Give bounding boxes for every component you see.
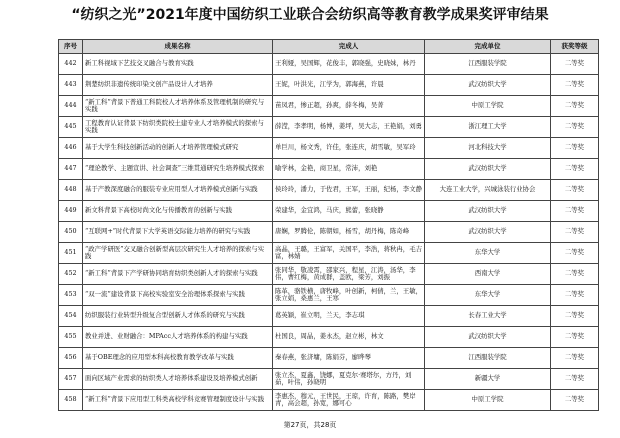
cell-unit: 中原工学院 [425, 390, 551, 411]
column-header-people: 完成人 [273, 40, 425, 54]
cell-people: 王利娅，吴国辉，花俊丰，郭晓强，史晓妹，林丹 [273, 54, 425, 75]
cell-title: “政产学研医”交叉融合创新型高层次研究生人才培养的探索与实践 [83, 243, 273, 264]
cell-unit: 武汉纺织大学 [425, 201, 551, 222]
table-row [59, 96, 599, 117]
cell-number: 455 [59, 327, 83, 348]
cell-unit: 河北科技大学 [425, 138, 551, 159]
table-body [59, 54, 599, 411]
table-row [59, 201, 599, 222]
table-row [59, 306, 599, 327]
cell-award: 二等奖 [551, 243, 599, 264]
cell-people: 苗凤君，惨正超，孙爽，薛冬梅，吴菁 [273, 96, 425, 117]
cell-award: 二等奖 [551, 159, 599, 180]
table-row [59, 117, 599, 138]
cell-award: 二等奖 [551, 348, 599, 369]
cell-title: 新工科视域下艺技交叉融合与教育实践 [83, 54, 273, 75]
cell-people: 唐娴，罗腾伦，陈朝如，杨雪，胡丹梅，陈奇峰 [273, 222, 425, 243]
cell-number: 449 [59, 201, 83, 222]
cell-title: “双一流”建设背景下高校实验室安全治理体系探索与实践 [83, 285, 273, 306]
table-row [59, 285, 599, 306]
cell-title: “新工科”背景下产学研协同培育纺织类创新人才的探索与实践 [83, 264, 273, 285]
cell-unit: 浙江理工大学 [425, 117, 551, 138]
table-row [59, 180, 599, 201]
cell-number: 454 [59, 306, 83, 327]
cell-award: 二等奖 [551, 285, 599, 306]
cell-title: “新工科”背景下普通工科院校人才培养体系及管理机制的研究与实践 [83, 96, 273, 117]
cell-number: 443 [59, 75, 83, 96]
cell-award: 二等奖 [551, 117, 599, 138]
cell-award: 二等奖 [551, 96, 599, 117]
cell-number: 451 [59, 243, 83, 264]
cell-people: 薛滢，李孝明，杨博，姜坪，吴大志，王艳娟，刘勇 [273, 117, 425, 138]
cell-award: 二等奖 [551, 75, 599, 96]
table-row [59, 327, 599, 348]
cell-people: 单巨川，杨文秀，许佳，张连庆，胡雪敏，吴军玲 [273, 138, 425, 159]
cell-title: 基于产教深度融合的服装专业应用型人才培养模式创新与实践 [83, 180, 273, 201]
table-row [59, 159, 599, 180]
cell-number: 442 [59, 54, 83, 75]
cell-people: 高晶，王璐，王富军，关国平，李浩，蒋秋冉，毛吉富，林婧 [273, 243, 425, 264]
cell-award: 二等奖 [551, 369, 599, 390]
cell-title: “理论教学、主题宣讲、社会调查”三维贯通研究生培养模式探索 [83, 159, 273, 180]
cell-award: 二等奖 [551, 180, 599, 201]
table-header-row [59, 40, 599, 54]
cell-unit: 武汉纺织大学 [425, 159, 551, 180]
table-row [59, 138, 599, 159]
cell-title: “互联网+”时代背景下大学英语交际能力培养的研究与实践 [83, 222, 273, 243]
cell-people: 陈革，骆铁横，唐牧峰，叶创新，柯倩，兰，王敏，张立娟，桑惠兰，王寒 [273, 285, 425, 306]
cell-number: 444 [59, 96, 83, 117]
cell-number: 457 [59, 369, 83, 390]
cell-unit: 西南大学 [425, 264, 551, 285]
cell-people: 葛英颖，崔立明，兰天，李志琪 [273, 306, 425, 327]
cell-people: 王妮，叶洪光，江学为，郭海燕，许晨 [273, 75, 425, 96]
cell-number: 445 [59, 117, 83, 138]
cell-unit: 江西服装学院 [425, 348, 551, 369]
results-table [58, 39, 599, 411]
table-row [59, 54, 599, 75]
cell-number: 446 [59, 138, 83, 159]
cell-number: 450 [59, 222, 83, 243]
column-header-award: 获奖等级 [551, 40, 599, 54]
cell-award: 二等奖 [551, 390, 599, 411]
cell-unit: 新疆大学 [425, 369, 551, 390]
column-header-no: 序号 [59, 40, 83, 54]
cell-people: 张立杰，夏鑫，饶娜，夏克尔·赛塔尔，方丹，刘茹，叶伟，孙晓明 [273, 369, 425, 390]
table-row [59, 75, 599, 96]
cell-people: 喻学林，金艳，商卫星，常沛，刘艳 [273, 159, 425, 180]
cell-award: 二等奖 [551, 222, 599, 243]
cell-unit: 中原工学院 [425, 96, 551, 117]
cell-people: 张同华，敬凌霄，邵家兴，程星，江涛，汤华，李伟，曹红梅，黄成群，盖欧，梁芳，刘振 [273, 264, 425, 285]
table-row [59, 243, 599, 264]
cell-title: 面向区域产业需求的纺织类人才培养体系建设及培养模式创新 [83, 369, 273, 390]
cell-number: 448 [59, 180, 83, 201]
page-footer: 第27页，共28页 [283, 421, 337, 429]
column-header-title: 成果名称 [83, 40, 273, 54]
cell-number: 458 [59, 390, 83, 411]
cell-people: 杜国良，周晶，姜永杰，赵立彬，林文 [273, 327, 425, 348]
table-row [59, 264, 599, 285]
cell-unit: 武汉纺织大学 [425, 222, 551, 243]
cell-unit: 武汉纺织大学 [425, 75, 551, 96]
table-row [59, 222, 599, 243]
table-row [59, 369, 599, 390]
cell-unit: 大连工业大学，兴城泳装行业协会 [425, 180, 551, 201]
cell-award: 二等奖 [551, 201, 599, 222]
cell-title: “新工科”背景下应用型工科类高校学科竞赛管理制度设计与实践 [83, 390, 273, 411]
cell-title: 荆楚纺织非遗传统印染文创产品设计人才培养 [83, 75, 273, 96]
cell-award: 二等奖 [551, 138, 599, 159]
cell-title: 工程教育认证背景下纺织类院校土建专业人才培养模式的探索与实践 [83, 117, 273, 138]
cell-title: 教业并进、业财融合：MPAcc人才培养体系的构建与实践 [83, 327, 273, 348]
cell-people: 侯玲玲，潘力，于佐君，王军，王丽，纪杨，李文静 [273, 180, 425, 201]
cell-people: 李惠杰，穆元，王世民，王琼，许育，陈路，樊岸青，高会超，孙宽，娜可心 [273, 390, 425, 411]
cell-number: 452 [59, 264, 83, 285]
cell-award: 二等奖 [551, 54, 599, 75]
cell-title: 基于大学生科技创新活动的创新人才培养管理模式研究 [83, 138, 273, 159]
cell-award: 二等奖 [551, 327, 599, 348]
cell-unit: 长春工业大学 [425, 306, 551, 327]
column-header-unit: 完成单位 [425, 40, 551, 54]
cell-unit: 江西服装学院 [425, 54, 551, 75]
cell-award: 二等奖 [551, 306, 599, 327]
cell-title: 基于OBE理念的应用型本科高校教育教学改革与实践 [83, 348, 273, 369]
cell-people: 秦春燕，张济墉，陈娟芬，廖晔琴 [273, 348, 425, 369]
cell-number: 453 [59, 285, 83, 306]
cell-unit: 武汉纺织大学 [425, 327, 551, 348]
cell-number: 456 [59, 348, 83, 369]
table-row [59, 348, 599, 369]
page-title: “纺织之光”2021年度中国纺织工业联合会纺织高等教育教学成果奖评审结果 [71, 7, 549, 23]
cell-number: 447 [59, 159, 83, 180]
table-row [59, 390, 599, 411]
cell-award: 二等奖 [551, 264, 599, 285]
cell-title: 新文科背景下高校时尚文化与传播教育的创新与实践 [83, 201, 273, 222]
cell-people: 荣建华，金宜鸿，马庆，熊蕾，张晓静 [273, 201, 425, 222]
cell-title: 纺织服装行业转型升级复合型创新人才体系的研究与实践 [83, 306, 273, 327]
cell-unit: 东华大学 [425, 243, 551, 264]
cell-unit: 东华大学 [425, 285, 551, 306]
